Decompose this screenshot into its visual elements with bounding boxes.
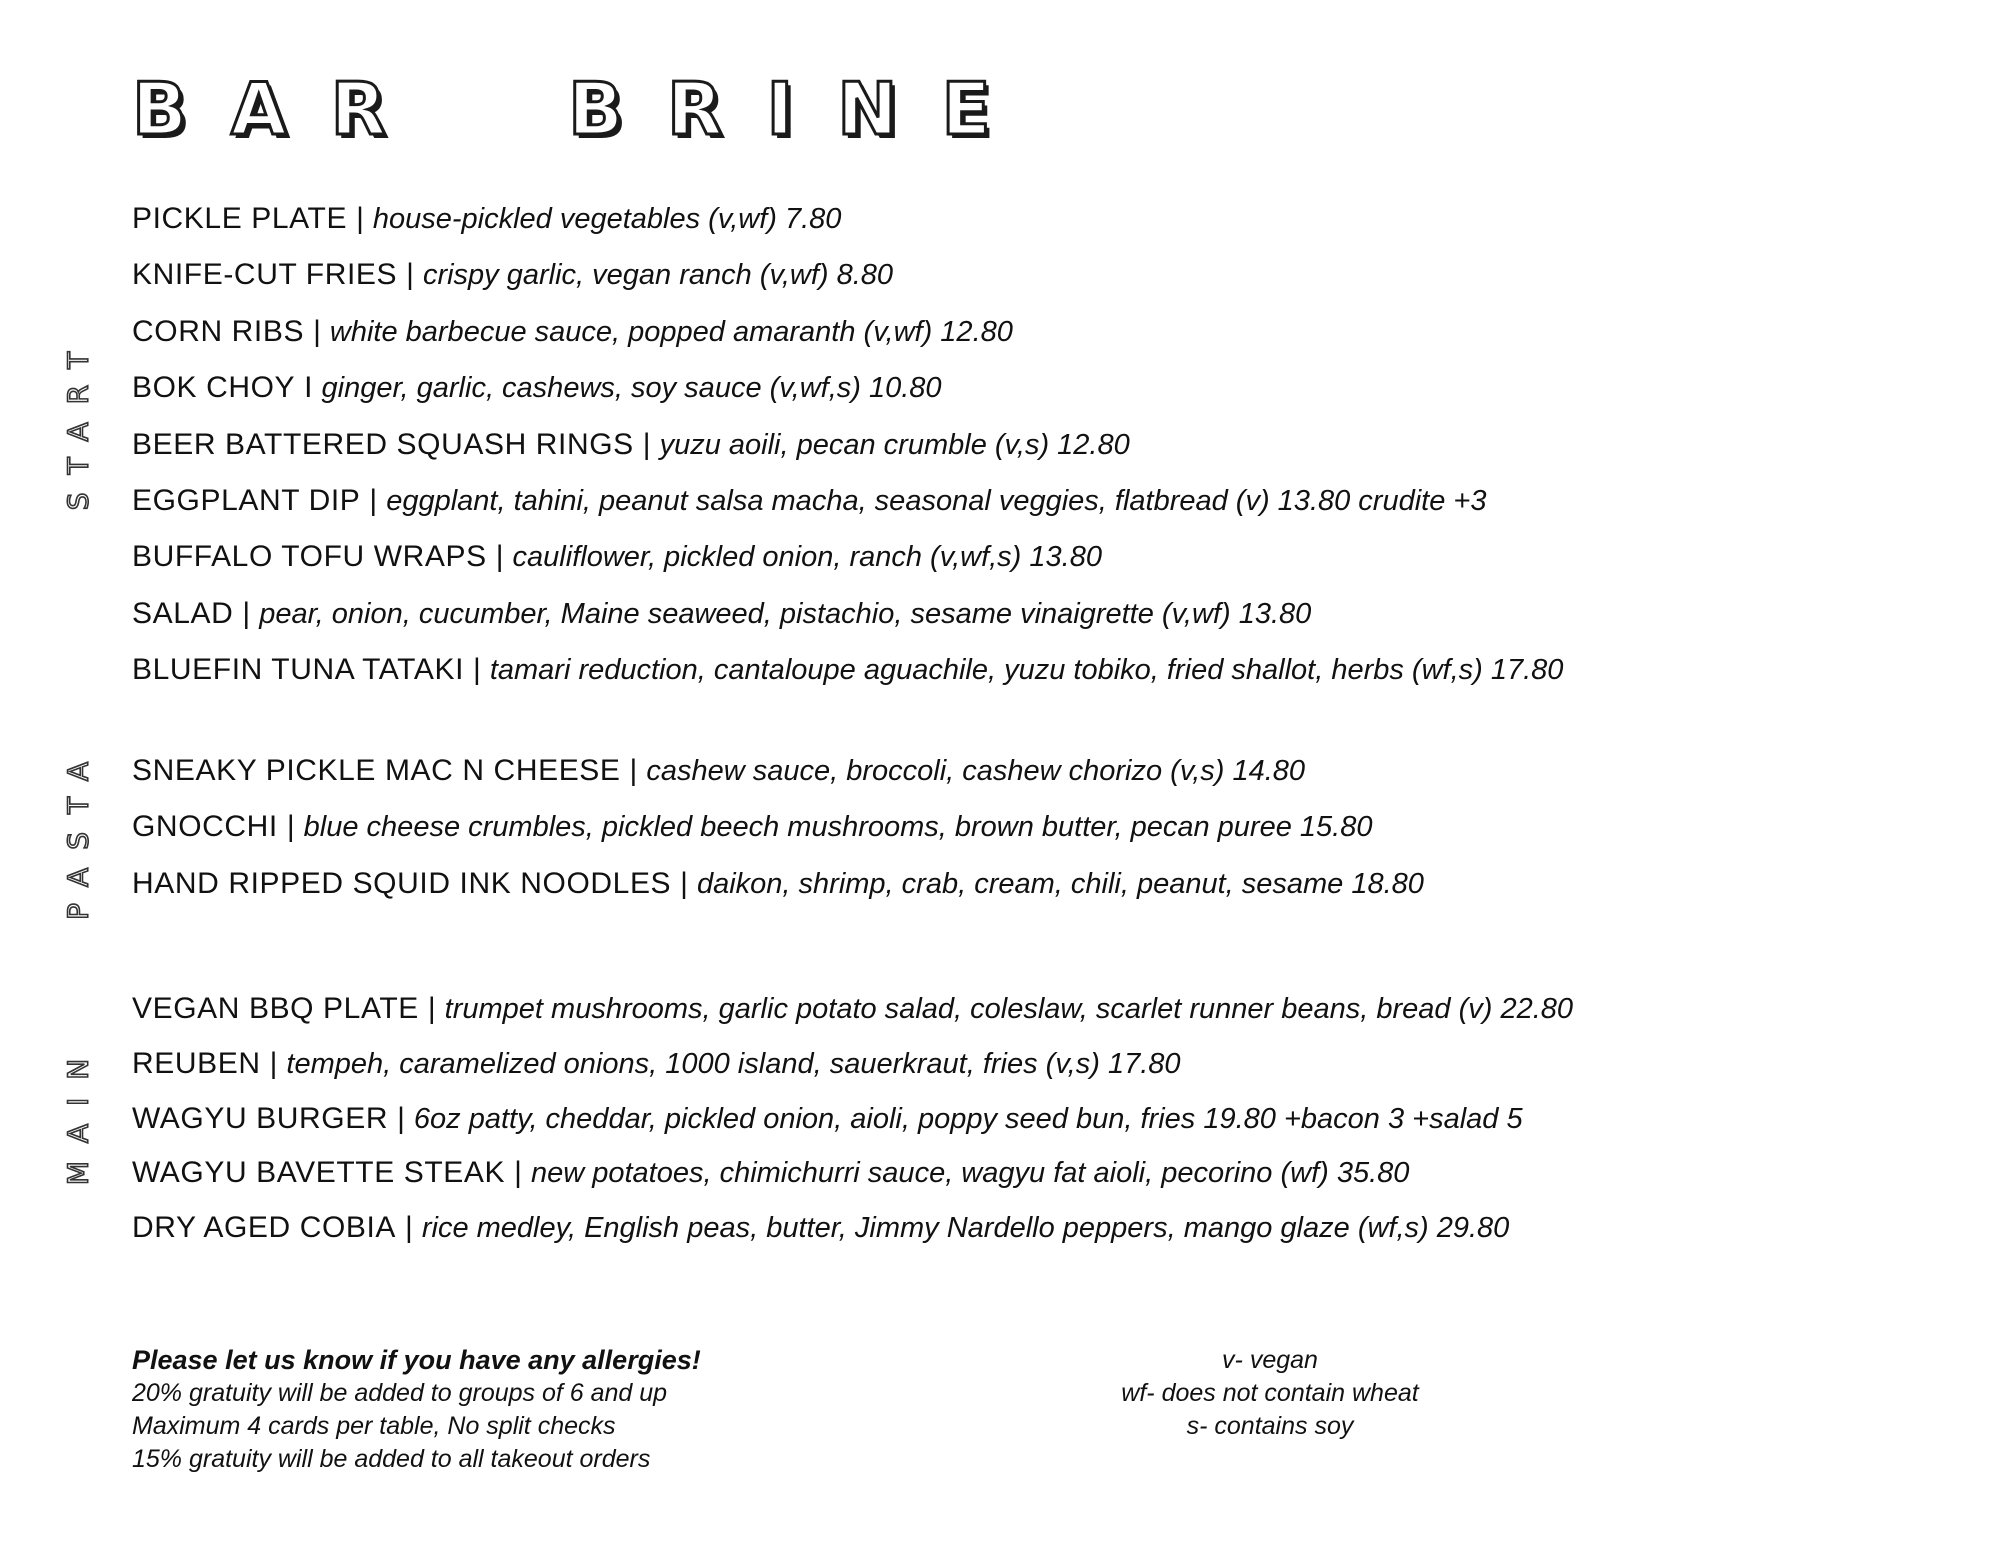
- item-separator: |: [356, 202, 364, 235]
- item-separator: |: [495, 540, 504, 574]
- item-separator: |: [313, 314, 321, 348]
- item-name: SNEAKY PICKLE MAC N CHEESE: [132, 754, 621, 787]
- restaurant-title: BAR BRINE: [132, 67, 1035, 151]
- start-section: [132, 191, 1563, 699]
- dietary-legend: [1121, 1344, 1418, 1443]
- menu-item: [132, 586, 1563, 642]
- menu-item: [132, 1201, 1573, 1256]
- menu-item: [132, 304, 1563, 360]
- legend-vegan: v- vegan: [1222, 1346, 1318, 1374]
- item-separator: |: [642, 427, 651, 461]
- section-label-start: START: [61, 333, 95, 511]
- item-name: GNOCCHI: [132, 810, 278, 844]
- item-description: new potatoes, chimichurri sauce, wagyu fat aioli, pecorino (wf) 35.80: [530, 1157, 1410, 1190]
- item-separator: |: [369, 484, 378, 518]
- policy-notes: [132, 1344, 701, 1476]
- menu-item: [132, 360, 1563, 416]
- item-separator: |: [397, 1101, 405, 1135]
- section-label-main: MAIN: [61, 1040, 95, 1186]
- item-name: BLUEFIN TUNA TATAKI: [132, 653, 465, 687]
- item-description: blue cheese crumbles, pickled beech mushrooms, brown butter, pecan puree 15.80: [303, 811, 1373, 844]
- item-description: house-pickled vegetables (v,wf) 7.80: [372, 203, 842, 235]
- item-separator: |: [514, 1156, 522, 1190]
- menu-item: [132, 247, 1563, 303]
- item-name: BUFFALO TOFU WRAPS: [132, 540, 487, 574]
- item-name: HAND RIPPED SQUID INK NOODLES: [132, 866, 672, 900]
- item-name: SALAD: [132, 596, 234, 630]
- item-separator: |: [269, 1046, 278, 1080]
- menu-item: [132, 1037, 1573, 1092]
- item-description: eggplant, tahini, peanut salsa macha, seasonal veggies, flatbread (v) 13.80 crudite +3: [386, 485, 1487, 518]
- item-description: tamari reduction, cantaloupe aguachile, yuzu tobiko, fried shallot, herbs (wf,s) 17.80: [489, 654, 1564, 687]
- item-description: 6oz patty, cheddar, pickled onion, aioli, poppy seed bun, fries 19.80 +bacon 3 +salad 5: [413, 1102, 1523, 1135]
- menu-item: [132, 982, 1573, 1037]
- takeout-gratuity-note: 15% gratuity will be added to all takeout orders: [132, 1445, 651, 1473]
- item-separator: |: [629, 754, 638, 787]
- item-separator: |: [406, 258, 414, 292]
- menu-item: [132, 191, 1563, 247]
- item-separator: |: [680, 866, 688, 900]
- menu-item: [132, 417, 1563, 473]
- menu-item: [132, 799, 1424, 855]
- menu-item: [132, 743, 1424, 799]
- cards-per-table-note: Maximum 4 cards per table, No split checks: [132, 1412, 616, 1440]
- item-name: REUBEN: [132, 1046, 261, 1080]
- menu-item: [132, 473, 1563, 529]
- legend-soy: s- contains soy: [1186, 1412, 1354, 1440]
- item-name: VEGAN BBQ PLATE: [132, 992, 419, 1025]
- menu-item: [132, 1092, 1573, 1147]
- main-section: [132, 982, 1573, 1256]
- item-description: ginger, garlic, cashews, soy sauce (v,wf,s) 10.80: [321, 372, 942, 405]
- item-name: KNIFE-CUT FRIES: [132, 258, 398, 292]
- item-separator: I: [304, 371, 313, 405]
- item-separator: |: [427, 992, 436, 1025]
- item-description: white barbecue sauce, popped amaranth (v,wf) 12.80: [329, 315, 1013, 348]
- item-separator: |: [405, 1211, 413, 1245]
- item-description: daikon, shrimp, crab, cream, chili, peanut, sesame 18.80: [696, 867, 1424, 900]
- item-description: pear, onion, cucumber, Maine seaweed, pistachio, sesame vinaigrette (v,wf) 13.80: [259, 597, 1312, 630]
- item-name: BOK CHOY: [132, 371, 296, 405]
- legend-wheat: wf- does not contain wheat: [1121, 1379, 1419, 1407]
- item-name: BEER BATTERED SQUASH RINGS: [132, 427, 634, 461]
- item-name: DRY AGED COBIA: [132, 1211, 397, 1245]
- item-name: WAGYU BURGER: [132, 1101, 389, 1135]
- item-name: CORN RIBS: [132, 314, 305, 348]
- item-separator: |: [242, 596, 251, 630]
- section-label-pasta: PASTA: [61, 743, 95, 921]
- item-name: EGGPLANT DIP: [132, 484, 361, 518]
- item-description: cashew sauce, broccoli, cashew chorizo (v,s) 14.80: [646, 755, 1306, 787]
- pasta-section: [132, 743, 1424, 912]
- menu-item: [132, 642, 1563, 698]
- menu-item: [132, 1146, 1573, 1201]
- item-separator: |: [286, 810, 295, 844]
- item-description: trumpet mushrooms, garlic potato salad, coleslaw, scarlet runner beans, bread (v) 22.80: [444, 993, 1574, 1025]
- item-description: rice medley, English peas, butter, Jimmy Nardello peppers, mango glaze (wf,s) 29.80: [421, 1212, 1510, 1245]
- item-name: PICKLE PLATE: [132, 202, 348, 235]
- menu-item: [132, 856, 1424, 912]
- item-description: crispy garlic, vegan ranch (v,wf) 8.80: [422, 259, 894, 292]
- allergy-notice: Please let us know if you have any allergies!: [132, 1345, 701, 1375]
- gratuity-groups-note: 20% gratuity will be added to groups of 6 and up: [132, 1379, 668, 1407]
- menu-item: [132, 529, 1563, 585]
- item-separator: |: [473, 653, 481, 687]
- item-description: yuzu aoili, pecan crumble (v,s) 12.80: [659, 428, 1130, 461]
- item-name: WAGYU BAVETTE STEAK: [132, 1156, 506, 1190]
- item-description: cauliflower, pickled onion, ranch (v,wf,s) 13.80: [512, 541, 1102, 574]
- item-description: tempeh, caramelized onions, 1000 island, sauerkraut, fries (v,s) 17.80: [286, 1047, 1181, 1080]
